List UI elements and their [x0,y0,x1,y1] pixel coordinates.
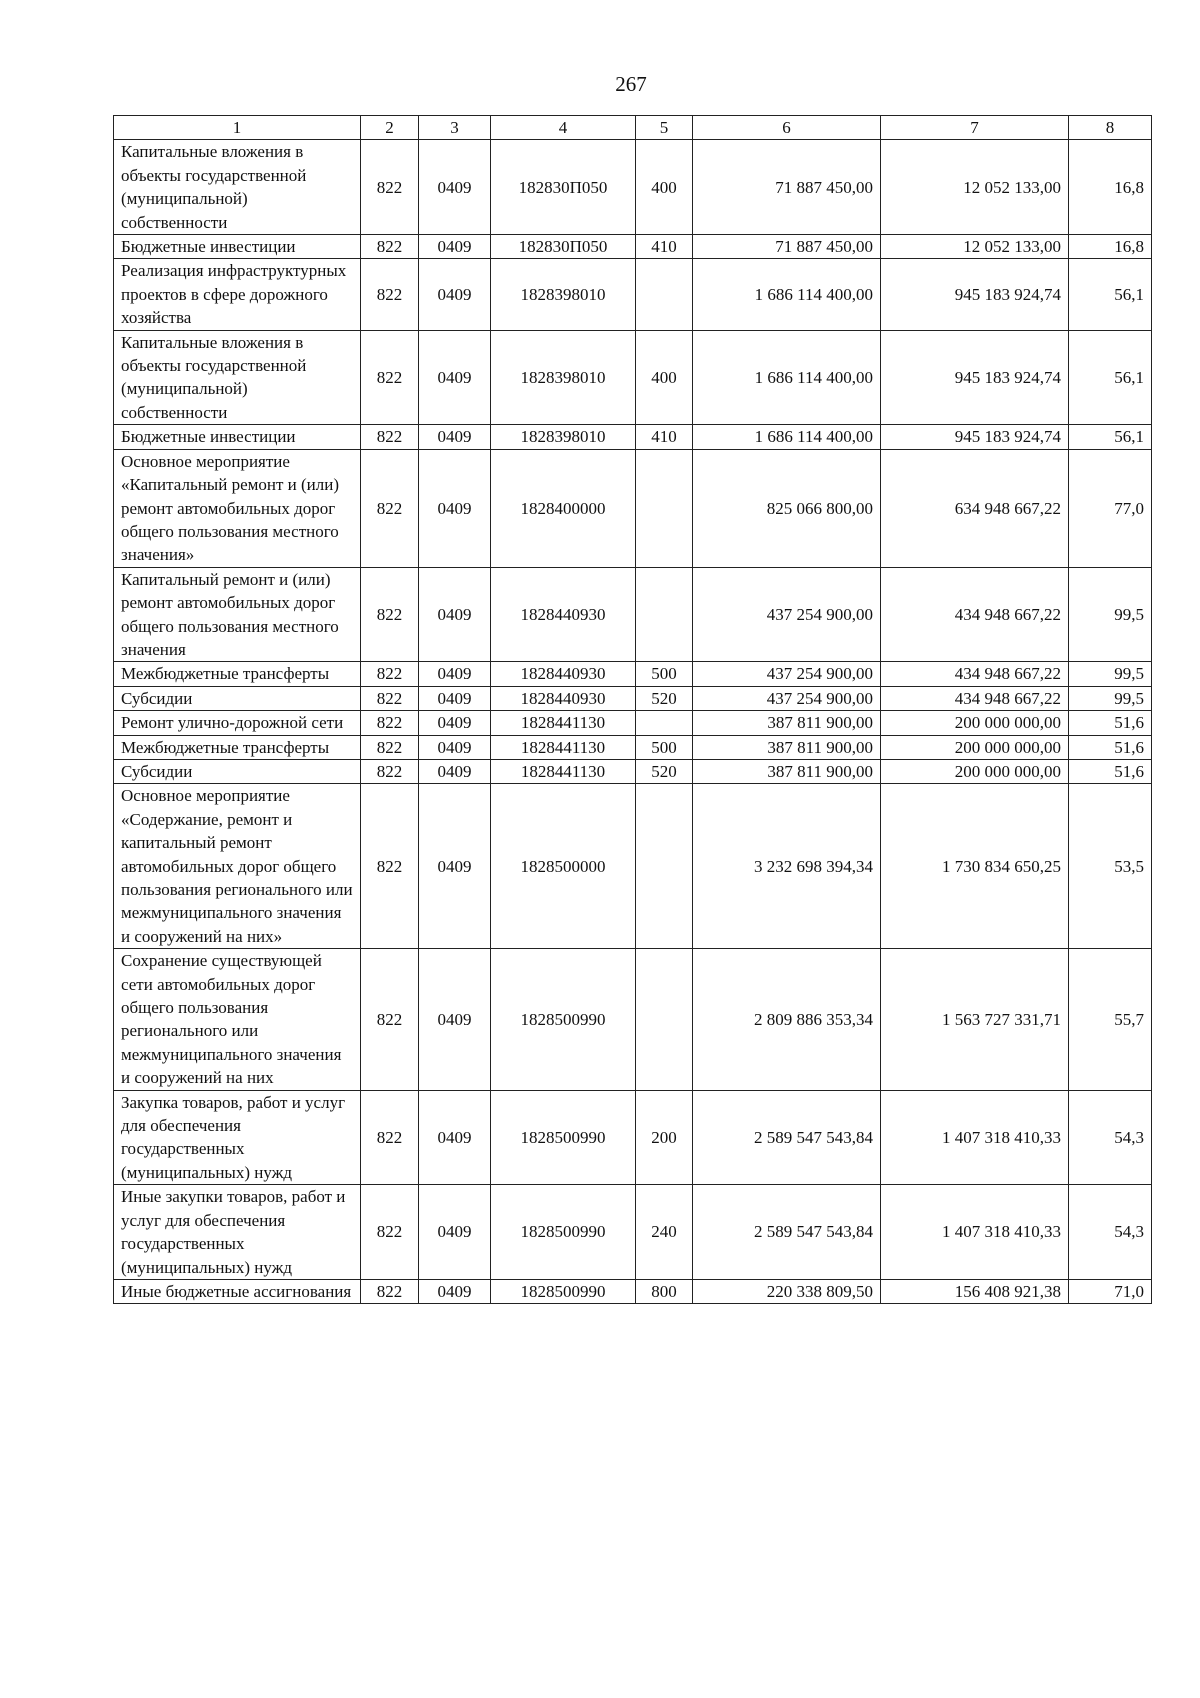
execution-percent-cell: 51,6 [1069,711,1152,735]
ministry-code-cell: 822 [361,567,419,662]
section-code-cell: 0409 [419,759,491,783]
execution-percent-cell: 51,6 [1069,759,1152,783]
table-row [114,784,1152,949]
expense-type-cell: 520 [636,759,693,783]
actual-amount-cell: 434 948 667,22 [881,686,1069,710]
ministry-code-cell: 822 [361,662,419,686]
actual-amount-cell: 945 183 924,74 [881,425,1069,449]
planned-amount-cell: 3 232 698 394,34 [693,784,881,949]
section-code-cell: 0409 [419,1279,491,1303]
planned-amount-cell: 387 811 900,00 [693,759,881,783]
table-row [114,235,1152,259]
ministry-code-cell: 822 [361,1185,419,1280]
budget-table [113,115,1152,1304]
planned-amount-cell: 71 887 450,00 [693,235,881,259]
row-name-cell: Основное мероприятие «Содержание, ремонт и капитальный ремонт автомобильных дорог общего пользования регионального или межмуниципального значения и сооружений на них» [114,784,361,949]
planned-amount-cell: 1 686 114 400,00 [693,425,881,449]
expense-type-cell: 800 [636,1279,693,1303]
execution-percent-cell: 16,8 [1069,235,1152,259]
planned-amount-cell: 1 686 114 400,00 [693,330,881,425]
table-row [114,259,1152,330]
expense-type-cell: 410 [636,235,693,259]
ministry-code-cell: 822 [361,449,419,567]
section-code-cell: 0409 [419,711,491,735]
row-name-cell: Закупка товаров, работ и услуг для обеспечения государственных (муниципальных) нужд [114,1090,361,1185]
row-name-cell: Капитальный ремонт и (или) ремонт автомобильных дорог общего пользования местного значения [114,567,361,662]
expense-type-cell: 410 [636,425,693,449]
ministry-code-cell: 822 [361,425,419,449]
expense-type-cell: 520 [636,686,693,710]
row-name-cell: Реализация инфраструктурных проектов в сфере дорожного хозяйства [114,259,361,330]
ministry-code-cell: 822 [361,1090,419,1185]
execution-percent-cell: 54,3 [1069,1090,1152,1185]
expense-type-cell: 200 [636,1090,693,1185]
table-row [114,1090,1152,1185]
actual-amount-cell: 12 052 133,00 [881,235,1069,259]
actual-amount-cell: 200 000 000,00 [881,735,1069,759]
table-row [114,1185,1152,1280]
row-name-cell: Капитальные вложения в объекты государственной (муниципальной) собственности [114,330,361,425]
planned-amount-cell: 1 686 114 400,00 [693,259,881,330]
actual-amount-cell: 945 183 924,74 [881,330,1069,425]
execution-percent-cell: 51,6 [1069,735,1152,759]
actual-amount-cell: 1 563 727 331,71 [881,949,1069,1090]
execution-percent-cell: 99,5 [1069,567,1152,662]
execution-percent-cell: 16,8 [1069,140,1152,235]
row-name-cell: Капитальные вложения в объекты государственной (муниципальной) собственности [114,140,361,235]
target-article-cell: 1828440930 [491,662,636,686]
table-row [114,662,1152,686]
execution-percent-cell: 56,1 [1069,259,1152,330]
expense-type-cell [636,949,693,1090]
section-code-cell: 0409 [419,259,491,330]
column-header-6: 6 [693,116,881,140]
execution-percent-cell: 53,5 [1069,784,1152,949]
target-article-cell: 1828398010 [491,259,636,330]
execution-percent-cell: 99,5 [1069,686,1152,710]
row-name-cell: Межбюджетные трансферты [114,662,361,686]
ministry-code-cell: 822 [361,711,419,735]
actual-amount-cell: 1 730 834 650,25 [881,784,1069,949]
ministry-code-cell: 822 [361,686,419,710]
execution-percent-cell: 71,0 [1069,1279,1152,1303]
section-code-cell: 0409 [419,140,491,235]
expense-type-cell [636,567,693,662]
execution-percent-cell: 54,3 [1069,1185,1152,1280]
target-article-cell: 1828500990 [491,1185,636,1280]
row-name-cell: Основное мероприятие «Капитальный ремонт и (или) ремонт автомобильных дорог общего пользования местного значения» [114,449,361,567]
section-code-cell: 0409 [419,1090,491,1185]
execution-percent-cell: 56,1 [1069,425,1152,449]
table-row [114,735,1152,759]
row-name-cell: Субсидии [114,686,361,710]
target-article-cell: 182830П050 [491,140,636,235]
target-article-cell: 1828441130 [491,735,636,759]
planned-amount-cell: 2 809 886 353,34 [693,949,881,1090]
actual-amount-cell: 1 407 318 410,33 [881,1185,1069,1280]
column-header-2: 2 [361,116,419,140]
table-body [114,140,1152,1304]
target-article-cell: 1828440930 [491,686,636,710]
expense-type-cell: 240 [636,1185,693,1280]
ministry-code-cell: 822 [361,140,419,235]
target-article-cell: 1828441130 [491,711,636,735]
section-code-cell: 0409 [419,735,491,759]
table-row [114,686,1152,710]
planned-amount-cell: 2 589 547 543,84 [693,1185,881,1280]
target-article-cell: 1828398010 [491,425,636,449]
table-header-row [114,116,1152,140]
table-row [114,1279,1152,1303]
planned-amount-cell: 437 254 900,00 [693,662,881,686]
section-code-cell: 0409 [419,949,491,1090]
target-article-cell: 1828500990 [491,949,636,1090]
planned-amount-cell: 2 589 547 543,84 [693,1090,881,1185]
ministry-code-cell: 822 [361,259,419,330]
ministry-code-cell: 822 [361,759,419,783]
column-header-1: 1 [114,116,361,140]
target-article-cell: 182830П050 [491,235,636,259]
section-code-cell: 0409 [419,567,491,662]
target-article-cell: 1828441130 [491,759,636,783]
ministry-code-cell: 822 [361,735,419,759]
actual-amount-cell: 12 052 133,00 [881,140,1069,235]
column-header-4: 4 [491,116,636,140]
section-code-cell: 0409 [419,662,491,686]
target-article-cell: 1828500990 [491,1090,636,1185]
section-code-cell: 0409 [419,686,491,710]
planned-amount-cell: 71 887 450,00 [693,140,881,235]
table-row [114,711,1152,735]
planned-amount-cell: 387 811 900,00 [693,711,881,735]
ministry-code-cell: 822 [361,1279,419,1303]
planned-amount-cell: 387 811 900,00 [693,735,881,759]
page-number: 267 [615,72,647,96]
actual-amount-cell: 200 000 000,00 [881,759,1069,783]
actual-amount-cell: 434 948 667,22 [881,567,1069,662]
table-row [114,449,1152,567]
actual-amount-cell: 200 000 000,00 [881,711,1069,735]
row-name-cell: Бюджетные инвестиции [114,235,361,259]
expense-type-cell: 500 [636,735,693,759]
execution-percent-cell: 99,5 [1069,662,1152,686]
planned-amount-cell: 437 254 900,00 [693,686,881,710]
expense-type-cell [636,449,693,567]
target-article-cell: 1828398010 [491,330,636,425]
row-name-cell: Иные бюджетные ассигнования [114,1279,361,1303]
section-code-cell: 0409 [419,235,491,259]
target-article-cell: 1828440930 [491,567,636,662]
ministry-code-cell: 822 [361,784,419,949]
expense-type-cell: 400 [636,330,693,425]
row-name-cell: Субсидии [114,759,361,783]
section-code-cell: 0409 [419,425,491,449]
target-article-cell: 1828400000 [491,449,636,567]
execution-percent-cell: 56,1 [1069,330,1152,425]
column-header-3: 3 [419,116,491,140]
table-row [114,759,1152,783]
table-row [114,140,1152,235]
column-header-8: 8 [1069,116,1152,140]
actual-amount-cell: 156 408 921,38 [881,1279,1069,1303]
execution-percent-cell: 77,0 [1069,449,1152,567]
row-name-cell: Сохранение существующей сети автомобильных дорог общего пользования регионального или межмуниципального значения и сооружений на них [114,949,361,1090]
table-row [114,567,1152,662]
expense-type-cell [636,784,693,949]
expense-type-cell [636,711,693,735]
section-code-cell: 0409 [419,784,491,949]
ministry-code-cell: 822 [361,235,419,259]
row-name-cell: Бюджетные инвестиции [114,425,361,449]
actual-amount-cell: 945 183 924,74 [881,259,1069,330]
table-row [114,949,1152,1090]
ministry-code-cell: 822 [361,949,419,1090]
execution-percent-cell: 55,7 [1069,949,1152,1090]
expense-type-cell: 500 [636,662,693,686]
planned-amount-cell: 825 066 800,00 [693,449,881,567]
section-code-cell: 0409 [419,330,491,425]
section-code-cell: 0409 [419,1185,491,1280]
section-code-cell: 0409 [419,449,491,567]
ministry-code-cell: 822 [361,330,419,425]
actual-amount-cell: 634 948 667,22 [881,449,1069,567]
expense-type-cell [636,259,693,330]
planned-amount-cell: 437 254 900,00 [693,567,881,662]
table-row [114,330,1152,425]
column-header-5: 5 [636,116,693,140]
actual-amount-cell: 1 407 318 410,33 [881,1090,1069,1185]
target-article-cell: 1828500000 [491,784,636,949]
row-name-cell: Межбюджетные трансферты [114,735,361,759]
planned-amount-cell: 220 338 809,50 [693,1279,881,1303]
actual-amount-cell: 434 948 667,22 [881,662,1069,686]
row-name-cell: Ремонт улично-дорожной сети [114,711,361,735]
table-row [114,425,1152,449]
column-header-7: 7 [881,116,1069,140]
target-article-cell: 1828500990 [491,1279,636,1303]
expense-type-cell: 400 [636,140,693,235]
row-name-cell: Иные закупки товаров, работ и услуг для обеспечения государственных (муниципальных) нужд [114,1185,361,1280]
